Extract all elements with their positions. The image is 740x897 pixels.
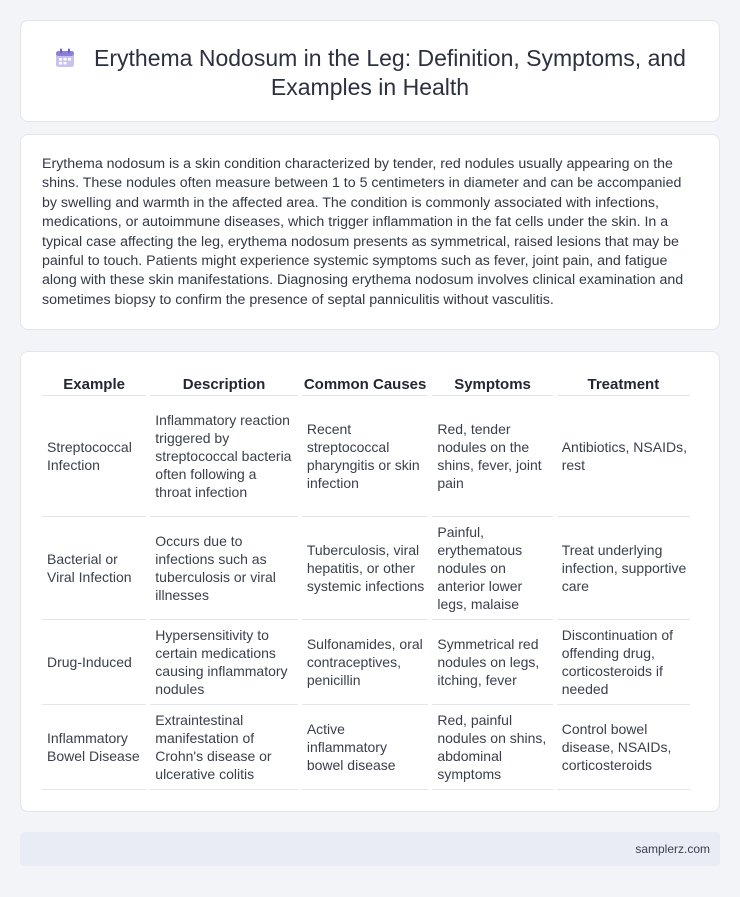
- title-wrap: [21, 44, 719, 102]
- cell-causes: Tuberculosis, viral hepatitis, or other systemic infections: [302, 517, 429, 620]
- cell-description: Extraintestinal manifestation of Crohn's disease or ulcerative colitis: [150, 705, 298, 790]
- cell-example: Bacterial or Viral Infection: [42, 517, 146, 620]
- intro-card: [20, 134, 720, 330]
- cell-symptoms: Red, tender nodules on the shins, fever, joint pain: [432, 396, 552, 517]
- header-example: Example: [42, 372, 146, 396]
- cell-causes: Active inflammatory bowel disease: [302, 705, 429, 790]
- cell-symptoms: Red, painful nodules on shins, abdominal symptoms: [432, 705, 552, 790]
- header-symptoms: Symptoms: [432, 372, 552, 396]
- table-header-row: [42, 372, 690, 396]
- table-row: [42, 620, 690, 705]
- cell-description: Occurs due to infections such as tuberculosis or viral illnesses: [150, 517, 298, 620]
- cell-treatment: Treat underlying infection, supportive care: [557, 517, 690, 620]
- table-row: [42, 517, 690, 620]
- header-common-causes: Common Causes: [302, 372, 429, 396]
- cell-example: Streptococcal Infection: [42, 396, 146, 517]
- cell-example: Drug-Induced: [42, 620, 146, 705]
- table-row: [42, 396, 690, 517]
- table-card: [20, 351, 720, 812]
- cell-symptoms: Symmetrical red nodules on legs, itching, fever: [432, 620, 552, 705]
- cell-description: Hypersensitivity to certain medications causing inflammatory nodules: [150, 620, 298, 705]
- cell-causes: Sulfonamides, oral contraceptives, penicillin: [302, 620, 429, 705]
- title-card: [20, 20, 720, 122]
- cell-treatment: Discontinuation of offending drug, corticosteroids if needed: [557, 620, 690, 705]
- cell-treatment: Antibiotics, NSAIDs, rest: [557, 396, 690, 517]
- cell-treatment: Control bowel disease, NSAIDs, corticosteroids: [557, 705, 690, 790]
- footer-site-link[interactable]: samplerz.com: [635, 842, 710, 856]
- cell-description: Inflammatory reaction triggered by streptococcal bacteria often following a throat infection: [150, 396, 298, 517]
- intro-paragraph: Erythema nodosum is a skin condition characterized by tender, red nodules usually appearing on the shins. These nodules often measure between 1 to 5 centimeters in diameter and can be accompanied by swelling and warmth in the affected area. The condition is commonly associated with infections, medications, or autoimmune diseases, which trigger inflammation in the fat cells under the skin. In a typical case affecting the leg, erythema nodosum presents as symmetrical, raised lesions that may be painful to touch. Patients might experience systemic symptoms such as fever, joint pain, and fatigue along with these skin manifestations. Diagnosing erythema nodosum involves clinical examination and sometimes biopsy to confirm the presence of septal panniculitis without vasculitis.: [42, 156, 684, 308]
- calendar-icon: [54, 47, 76, 69]
- header-description: Description: [150, 372, 298, 396]
- page-title: [21, 44, 719, 102]
- page-title-text: Erythema Nodosum in the Leg: Definition, Symptoms, and Examples in Health: [94, 45, 686, 100]
- header-treatment: Treatment: [557, 372, 690, 396]
- examples-table: [38, 372, 694, 790]
- table-row: [42, 705, 690, 790]
- cell-symptoms: Painful, erythematous nodules on anterior lower legs, malaise: [432, 517, 552, 620]
- cell-causes: Recent streptococcal pharyngitis or skin infection: [302, 396, 429, 517]
- footer-bar: [20, 832, 720, 866]
- cell-example: Inflammatory Bowel Disease: [42, 705, 146, 790]
